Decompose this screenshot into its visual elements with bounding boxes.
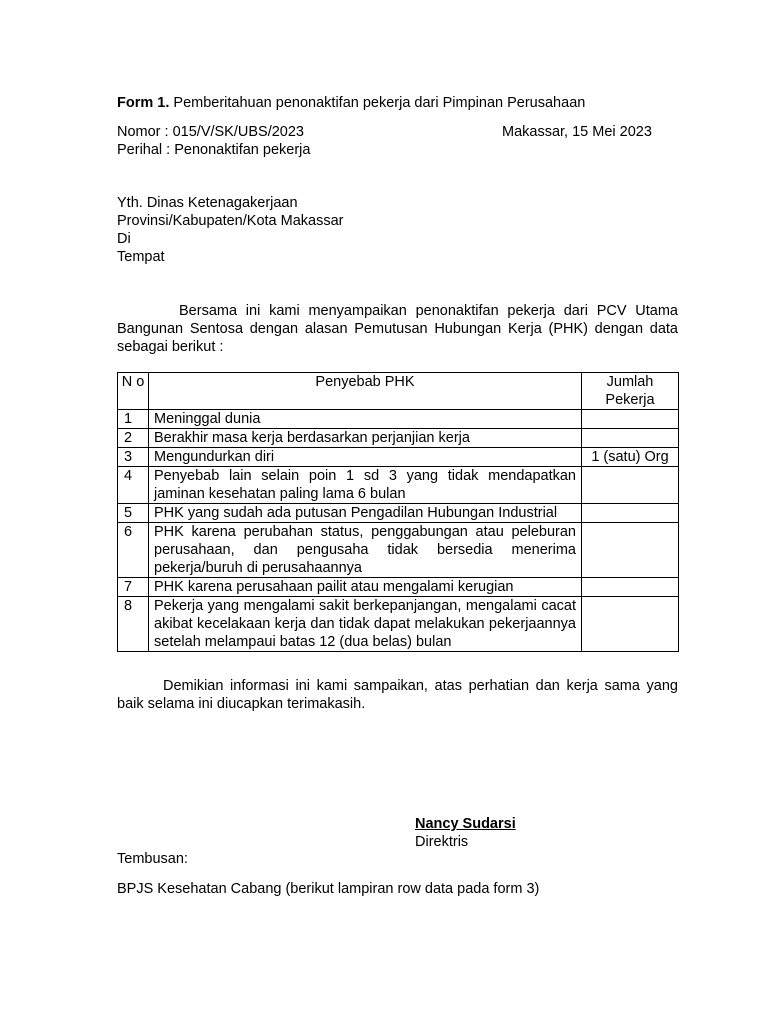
table-row (118, 523, 679, 578)
row-no: 6 (118, 523, 149, 578)
cc-item: BPJS Kesehatan Cabang (berikut lampiran row data pada form 3) (117, 881, 540, 897)
row-no: 1 (118, 410, 149, 429)
row-cause: PHK karena perusahaan pailit atau mengalami kerugian (149, 578, 582, 597)
row-no: 5 (118, 504, 149, 523)
letter-number: Nomor : 015/V/SK/UBS/2023 (117, 124, 304, 140)
row-cause: PHK yang sudah ada putusan Pengadilan Hubungan Industrial (149, 504, 582, 523)
row-count (582, 523, 679, 578)
row-no: 7 (118, 578, 149, 597)
row-count: 1 (satu) Org (582, 448, 679, 467)
signature-block (415, 815, 516, 851)
addressee-line: Di (117, 231, 131, 247)
addressee-line: Yth. Dinas Ketenagakerjaan (117, 195, 298, 211)
addressee-line: Provinsi/Kabupaten/Kota Makassar (117, 213, 344, 229)
form-heading (117, 94, 585, 112)
row-no: 4 (118, 467, 149, 504)
cc-label: Tembusan: (117, 851, 188, 867)
row-count (582, 429, 679, 448)
row-no: 3 (118, 448, 149, 467)
row-count (582, 504, 679, 523)
row-no: 8 (118, 597, 149, 652)
row-count (582, 410, 679, 429)
phk-table (117, 372, 679, 652)
closing-paragraph: Demikian informasi ini kami sampaikan, atas perhatian dan kerja sama yang baik selama ini diucapkan terimakasih. (117, 678, 678, 712)
signatory-title: Direktris (415, 834, 469, 850)
row-cause: Penyebab lain selain poin 1 sd 3 yang tidak mendapatkan jaminan kesehatan paling lama 6 bulan (149, 467, 582, 504)
table-header-row (118, 373, 679, 410)
form-label: Form 1. (117, 95, 170, 111)
table-row (118, 597, 679, 652)
signatory-name: Nancy Sudarsi (415, 816, 516, 832)
row-cause: Mengundurkan diri (149, 448, 582, 467)
row-cause: Meninggal dunia (149, 410, 582, 429)
header-cause: Penyebab PHK (149, 373, 582, 410)
place-date: Makassar, 15 Mei 2023 (502, 124, 652, 140)
row-cause: Berakhir masa kerja berdasarkan perjanjian kerja (149, 429, 582, 448)
table-row (118, 429, 679, 448)
row-cause: Pekerja yang mengalami sakit berkepanjangan, mengalami cacat akibat kecelakaan kerja dan tidak dapat melakukan pekerjaannya setelah melampaui batas 12 (dua belas) bulan (149, 597, 582, 652)
row-count (582, 597, 679, 652)
table-row (118, 504, 679, 523)
intro-paragraph: Bersama ini kami menyampaikan penonaktifan pekerja dari PCV Utama Bangunan Sentosa dengan alasan Pemutusan Hubungan Kerja (PHK) dengan data sebagai berikut : (117, 303, 678, 355)
row-count (582, 578, 679, 597)
addressee-block (117, 194, 344, 266)
table-row (118, 448, 679, 467)
header-count: Jumlah Pekerja (582, 373, 679, 410)
table-row (118, 578, 679, 597)
addressee-line: Tempat (117, 249, 165, 265)
header-no: N o (118, 373, 149, 410)
form-title: Pemberitahuan penonaktifan pekerja dari Pimpinan Perusahaan (173, 95, 586, 111)
table-row (118, 410, 679, 429)
row-count (582, 467, 679, 504)
letter-subject: Perihal : Penonaktifan pekerja (117, 142, 311, 158)
row-cause: PHK karena perubahan status, penggabungan atau peleburan perusahaan, dan pengusaha tidak bersedia menerima pekerja/buruh di perusahaannya (149, 523, 582, 578)
row-no: 2 (118, 429, 149, 448)
table-row (118, 467, 679, 504)
